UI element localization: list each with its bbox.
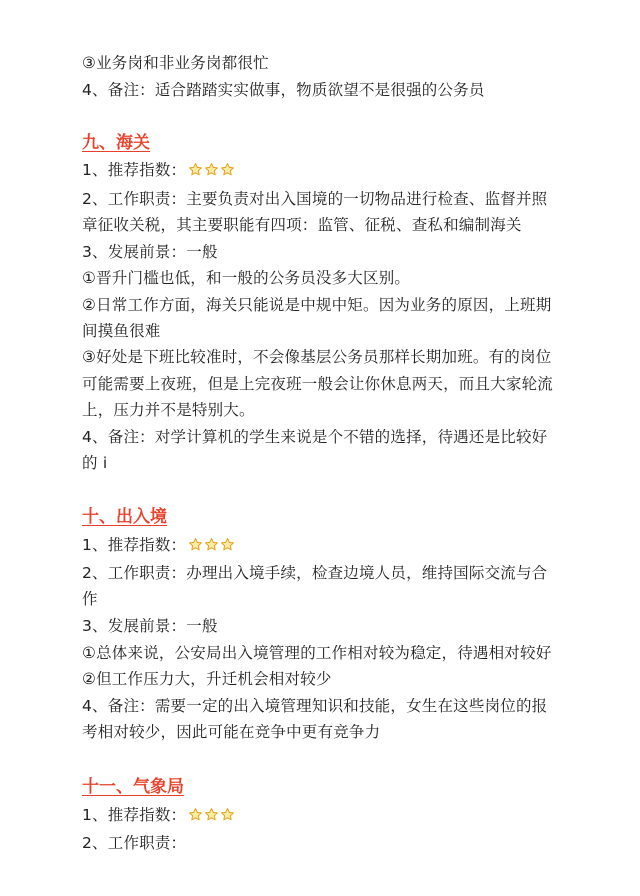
customs-line-1: 2、工作职责：主要负责对出入国境的一切物品进行检查、监督并照 <box>82 190 548 208</box>
section-heading-customs: 九、海关 <box>82 133 150 153</box>
customs-line-7: ③好处是下班比较准时，不会像基层公务员那样长期加班。有的岗位 <box>82 348 552 366</box>
star-icon <box>204 162 219 177</box>
star-icon <box>220 807 235 822</box>
customs-line-4: ①晋升门槛也低，和一般的公务员没多大区别。 <box>82 269 411 287</box>
immigration-line-4: ①总体来说，公安局出入境管理的工作相对较为稳定，待遇相对较好 <box>82 644 552 662</box>
section-heading-immigration: 十、出入境 <box>82 507 167 527</box>
rating-row-customs <box>82 160 235 180</box>
rating-row-immigration <box>82 535 235 555</box>
rating-label: 1、推荐指数： <box>82 806 187 824</box>
star-icon <box>220 162 235 177</box>
rating-stars <box>188 162 235 177</box>
immigration-line-7: 考相对较少，因此可能在竞争中更有竞争力 <box>82 723 381 741</box>
customs-line-8: 可能需要上夜班，但是上完夜班一般会让你休息两天，而且大家轮流 <box>82 375 554 393</box>
star-icon <box>188 807 203 822</box>
star-icon <box>188 162 203 177</box>
weather-line-1: 2、工作职责： <box>82 834 187 852</box>
immigration-line-6: 4、备注：需要一定的出入境管理知识和技能，女生在这些岗位的报 <box>82 697 548 715</box>
customs-line-2: 章征收关税，其主要职能有四项：监管、征税、查私和编制海关 <box>82 216 522 234</box>
rating-row-weather <box>82 805 235 825</box>
rating-label: 1、推荐指数： <box>82 161 187 179</box>
rating-stars <box>188 537 235 552</box>
star-icon <box>188 537 203 552</box>
star-icon <box>204 537 219 552</box>
customs-line-9: 上，压力并不是特别大。 <box>82 401 255 419</box>
immigration-line-1: 2、工作职责：办理出入境手续，检查边境人员，维持国际交流与合 <box>82 564 548 582</box>
section-heading-weather: 十一、气象局 <box>82 777 184 797</box>
rating-stars <box>188 807 235 822</box>
rating-label: 1、推荐指数： <box>82 536 187 554</box>
intro-line-1: ③业务岗和非业务岗都很忙 <box>82 54 269 72</box>
intro-line-2: 4、备注：适合踏踏实实做事，物质欲望不是很强的公务员 <box>82 81 485 99</box>
customs-line-5: ②日常工作方面，海关只能说是中规中矩。因为业务的原因，上班期 <box>82 296 552 314</box>
star-icon <box>204 807 219 822</box>
immigration-line-3: 3、发展前景：一般 <box>82 617 218 635</box>
customs-line-11: 的 i <box>82 454 108 472</box>
star-icon <box>220 537 235 552</box>
immigration-line-5: ②但工作压力大，升迁机会相对较少 <box>82 670 332 688</box>
customs-line-3: 3、发展前景：一般 <box>82 243 218 261</box>
customs-line-10: 4、备注：对学计算机的学生来说是个不错的选择，待遇还是比较好 <box>82 428 548 446</box>
immigration-line-2: 作 <box>82 590 98 608</box>
customs-line-6: 间摸鱼很难 <box>82 322 161 340</box>
